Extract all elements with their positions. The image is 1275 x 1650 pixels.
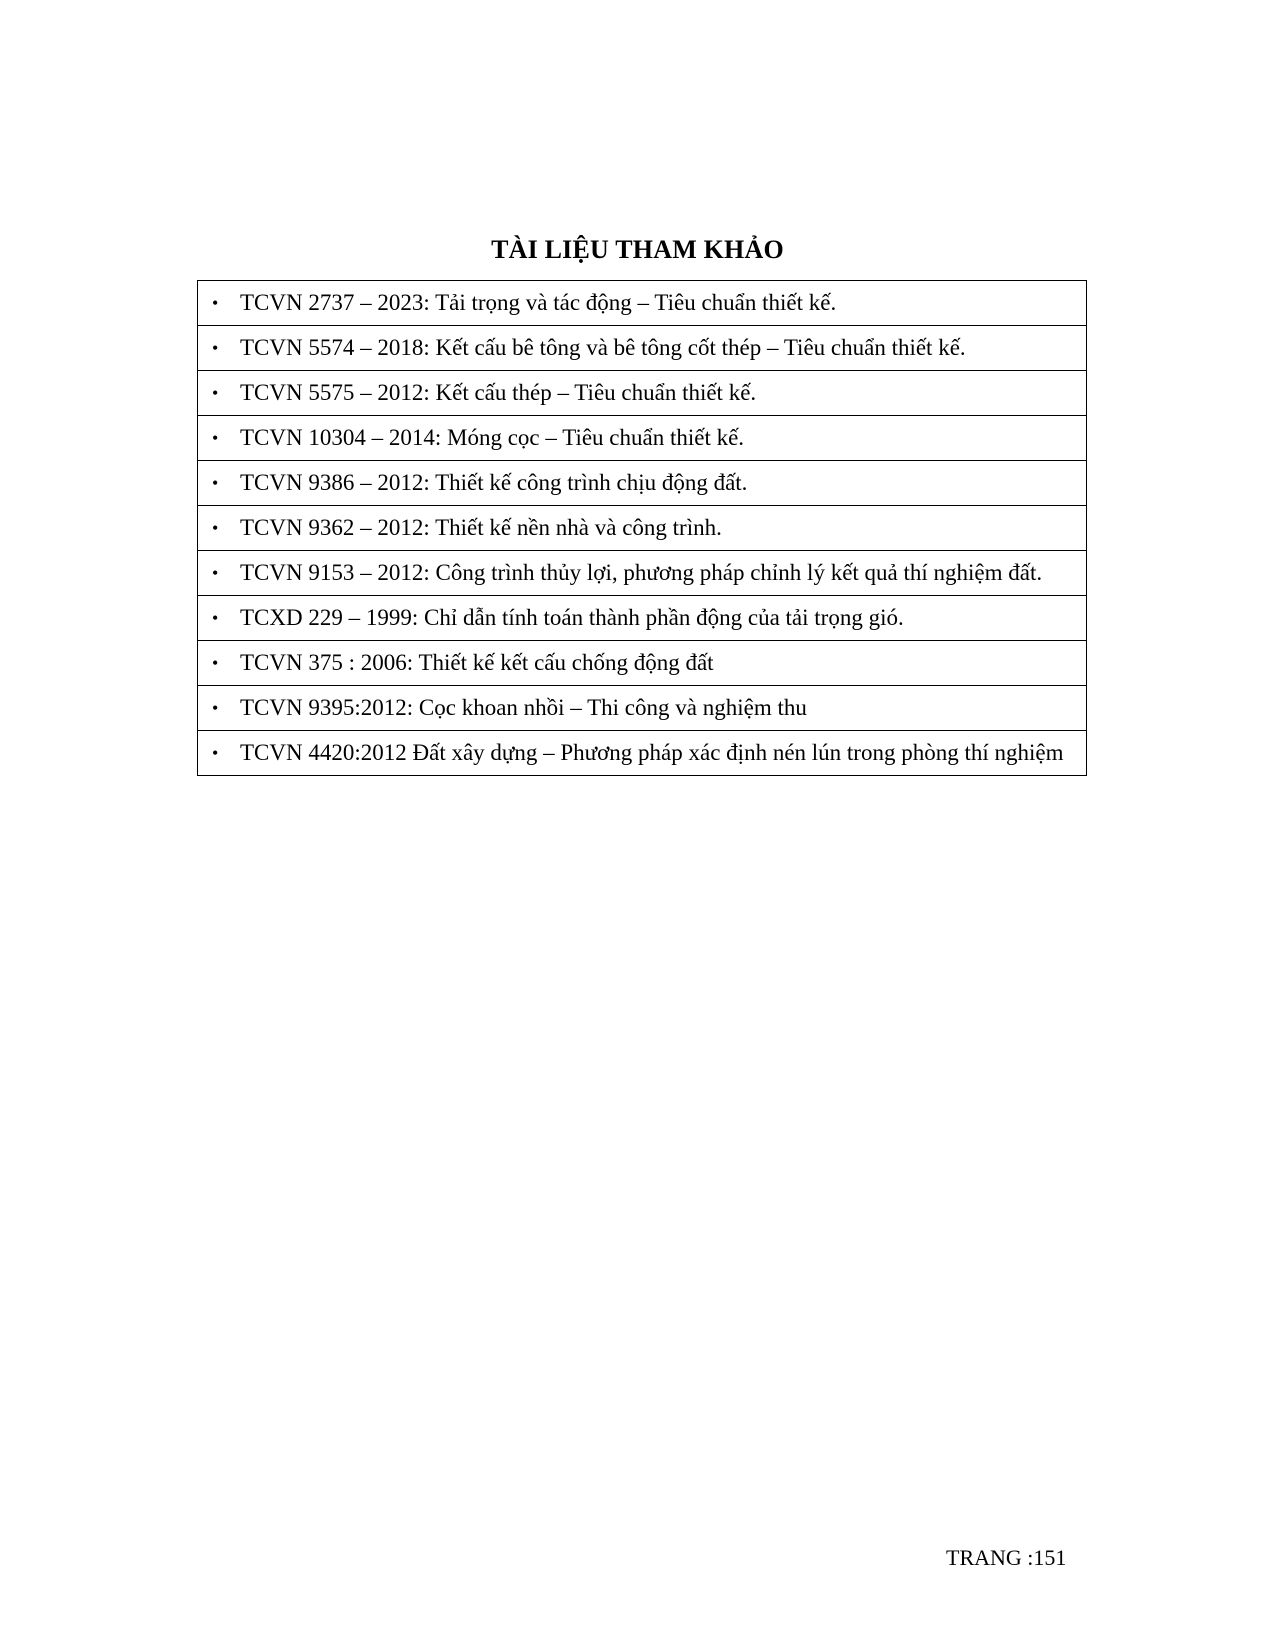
reference-cell <box>198 731 1087 776</box>
table-row <box>198 596 1087 641</box>
bullet-icon: • <box>212 473 219 493</box>
reference-text: TCVN 375 : 2006: Thiết kế kết cấu chống động đất <box>240 650 714 675</box>
reference-cell <box>198 686 1087 731</box>
reference-cell <box>198 416 1087 461</box>
reference-text: TCVN 9395:2012: Cọc khoan nhồi – Thi công và nghiệm thu <box>240 695 807 720</box>
reference-text: TCVN 9362 – 2012: Thiết kế nền nhà và công trình. <box>240 515 722 540</box>
reference-cell <box>198 506 1087 551</box>
page-title: TÀI LIỆU THAM KHẢO <box>491 235 784 264</box>
table-row <box>198 551 1087 596</box>
reference-text: TCVN 4420:2012 Đất xây dựng – Phương pháp xác định nén lún trong phòng thí nghiệm <box>240 740 1064 765</box>
reference-cell <box>198 641 1087 686</box>
reference-table <box>197 280 1087 776</box>
table-row <box>198 506 1087 551</box>
table-row <box>198 281 1087 326</box>
bullet-icon: • <box>212 518 219 538</box>
bullet-icon: • <box>212 428 219 448</box>
table-row <box>198 461 1087 506</box>
reference-text: TCVN 5574 – 2018: Kết cấu bê tông và bê tông cốt thép – Tiêu chuẩn thiết kế. <box>240 335 966 360</box>
reference-cell <box>198 461 1087 506</box>
page-number: TRANG :151 <box>946 1545 1067 1570</box>
reference-text: TCXD 229 – 1999: Chỉ dẫn tính toán thành phần động của tải trọng gió. <box>240 605 904 630</box>
bullet-icon: • <box>212 608 219 628</box>
reference-cell <box>198 371 1087 416</box>
reference-text: TCVN 5575 – 2012: Kết cấu thép – Tiêu chuẩn thiết kế. <box>240 380 757 405</box>
table-row <box>198 416 1087 461</box>
bullet-icon: • <box>212 743 219 763</box>
table-row <box>198 326 1087 371</box>
reference-text: TCVN 2737 – 2023: Tải trọng và tác động – Tiêu chuẩn thiết kế. <box>240 290 837 315</box>
bullet-icon: • <box>212 698 219 718</box>
reference-text: TCVN 9153 – 2012: Công trình thủy lợi, phương pháp chỉnh lý kết quả thí nghiệm đất. <box>240 560 1043 585</box>
reference-cell <box>198 596 1087 641</box>
reference-cell <box>198 281 1087 326</box>
bullet-icon: • <box>212 293 219 313</box>
bullet-icon: • <box>212 653 219 673</box>
bullet-icon: • <box>212 383 219 403</box>
table-row <box>198 371 1087 416</box>
table-row <box>198 641 1087 686</box>
bullet-icon: • <box>212 563 219 583</box>
bullet-icon: • <box>212 338 219 358</box>
reference-text: TCVN 10304 – 2014: Móng cọc – Tiêu chuẩn thiết kế. <box>240 425 745 450</box>
table-row <box>198 686 1087 731</box>
reference-cell <box>198 551 1087 596</box>
reference-text: TCVN 9386 – 2012: Thiết kế công trình chịu động đất. <box>240 470 748 495</box>
reference-cell <box>198 326 1087 371</box>
table-row <box>198 731 1087 776</box>
